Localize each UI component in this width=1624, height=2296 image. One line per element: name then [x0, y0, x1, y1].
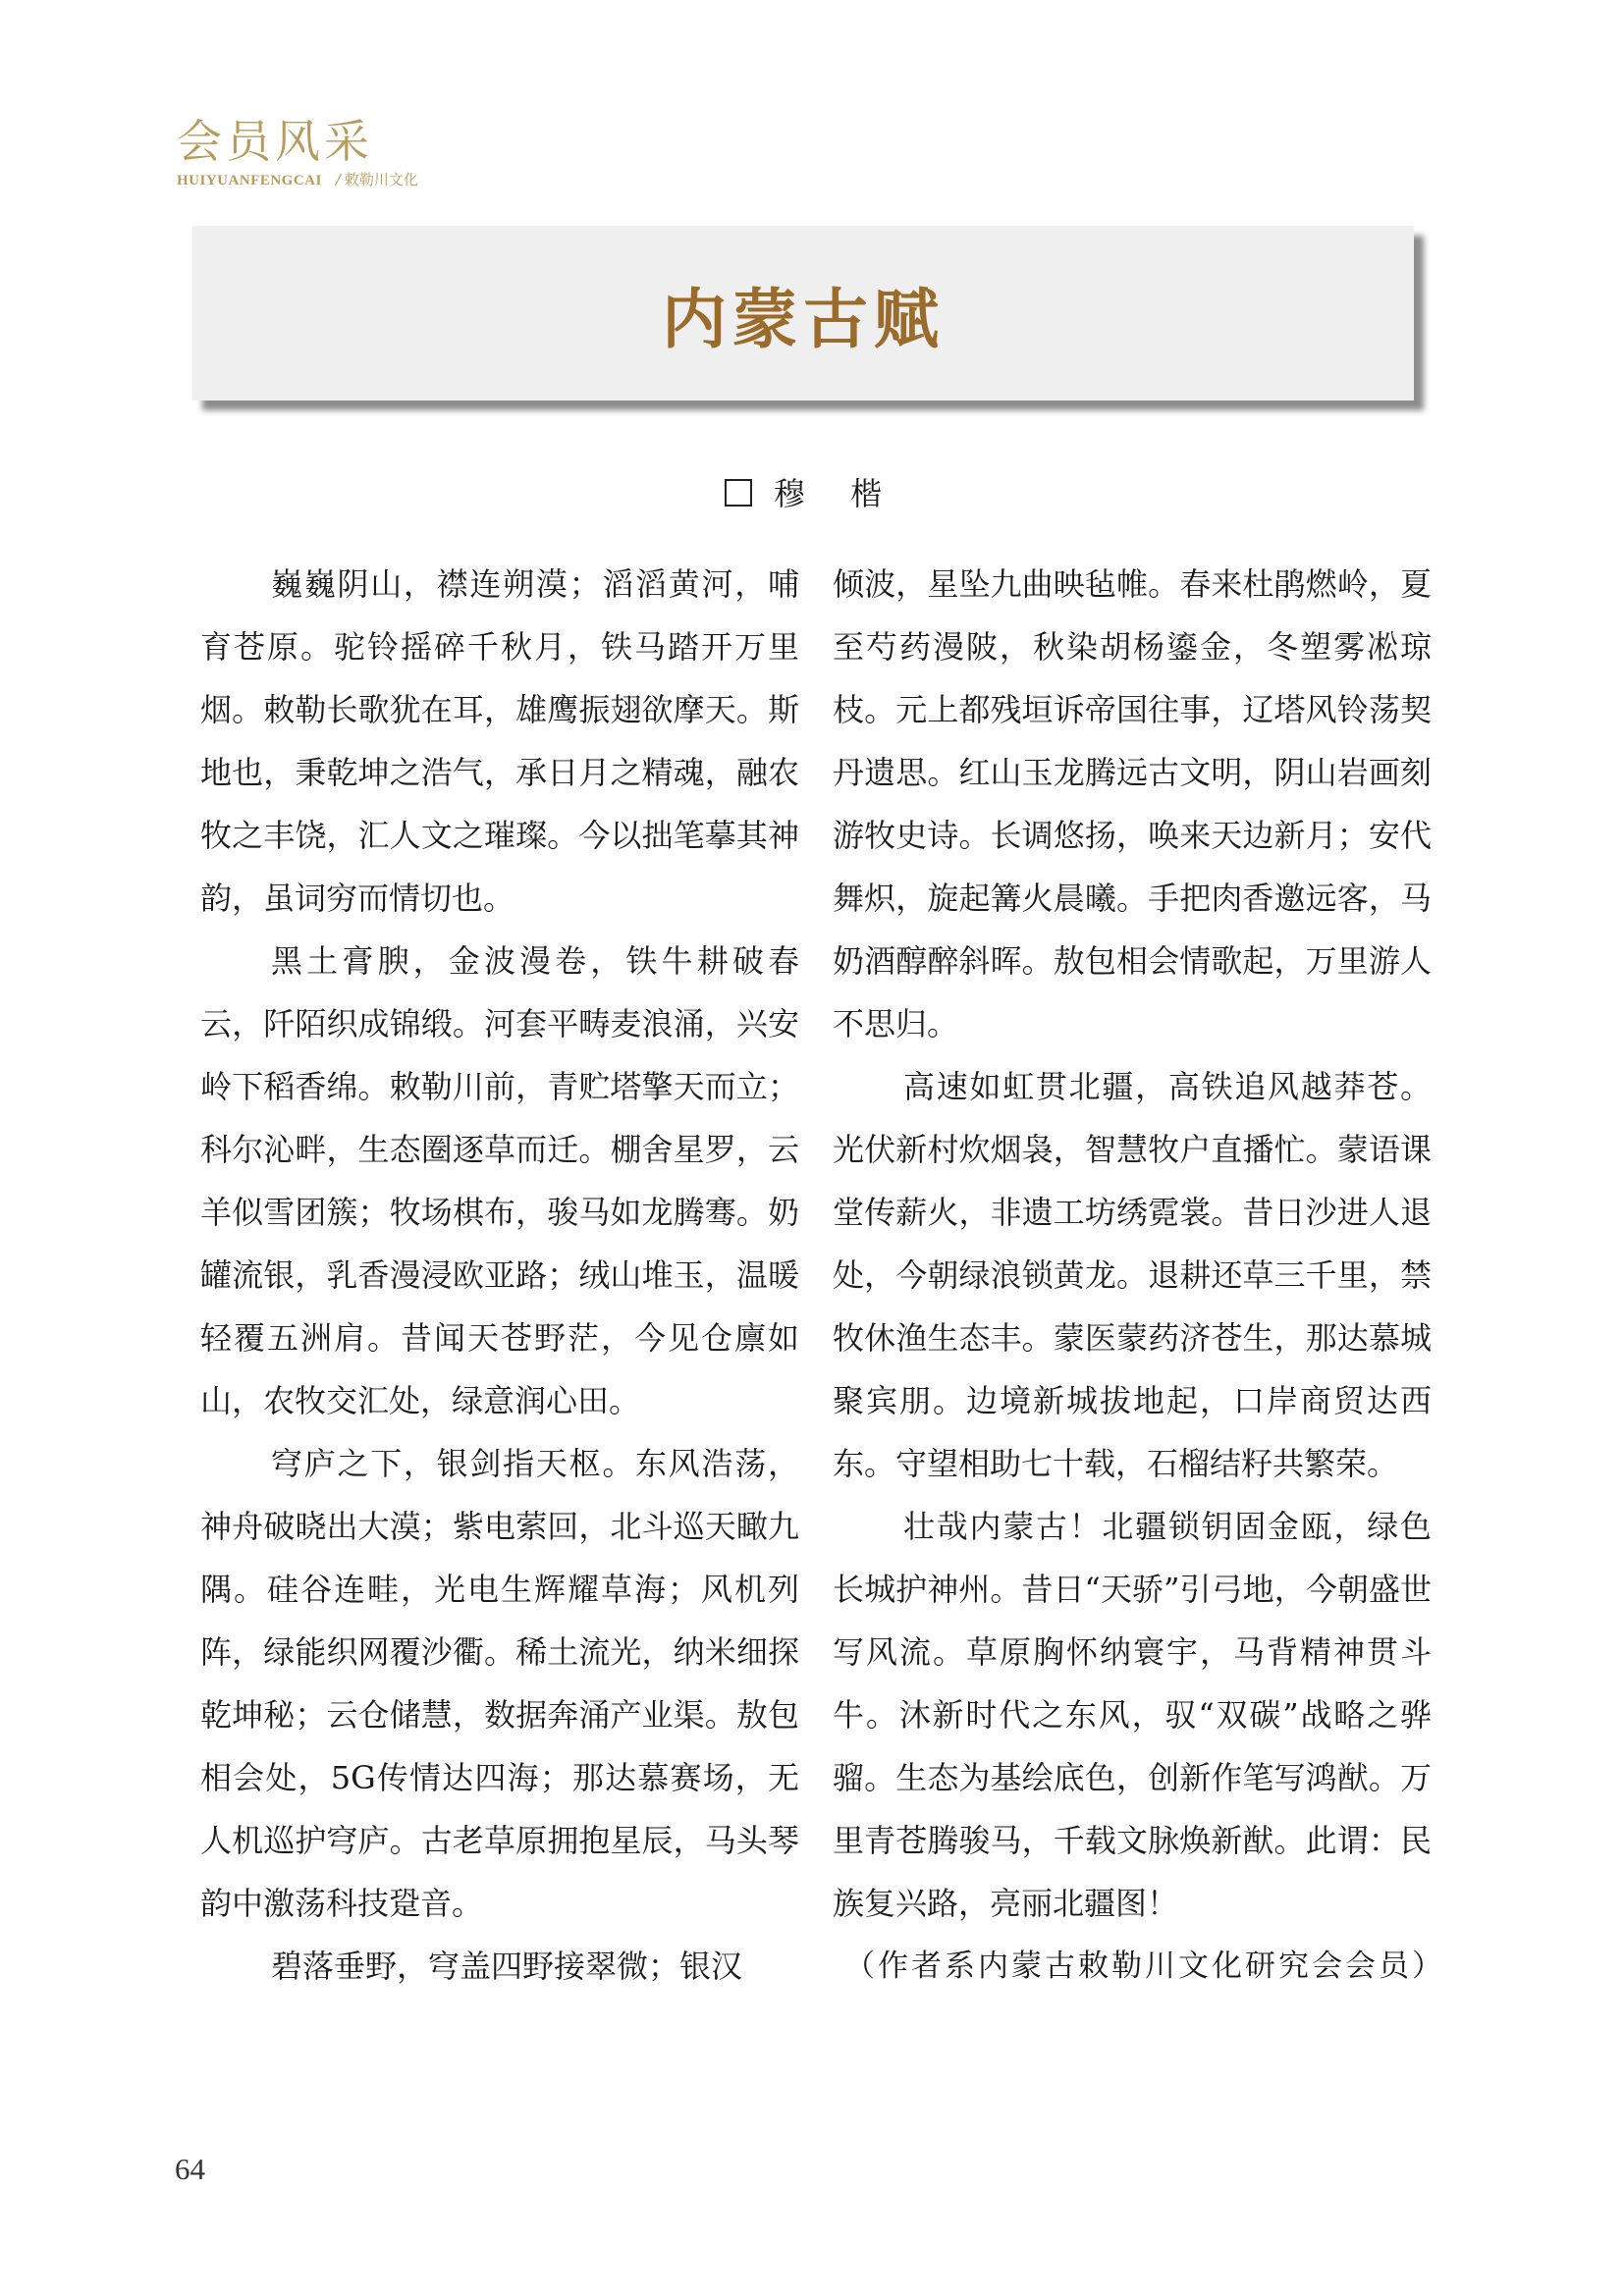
author-name: 穆 楷: [773, 475, 900, 512]
paragraph: 黑土膏腴，金波漫卷，铁牛耕破春云，阡陌织成锦缎。河套平畴麦浪涌，兴安岭下稻香绵。敕勒川前，青贮塔擎天而立；科尔沁畔，生态圈逐草而迁。棚舍星罗，云羊似雪团簇；牧场棋布，骏马如龙腾骞。奶罐流银，乳香漫浸欧亚路；绒山堆玉，温暖轻覆五洲肩。昔闻天苍野茫，今见仓廪如山，农牧交汇处，绿意润心田。: [200, 942, 799, 1419]
square-icon: [725, 479, 752, 507]
paragraph: 壮哉内蒙古！北疆锁钥固金瓯，绿色长城护神州。昔日“天骄”引弓地，今朝盛世写风流。草原胸怀纳寰宇，马背精神贯斗牛。沐新时代之东风，驭“双碳”战略之骅骝。生态为基绘底色，创新作笔写鸿猷。万里青苍腾骏马，千载文脉焕新猷。此谓：民族复兴路，亮丽北疆图！: [833, 1508, 1432, 1922]
paragraph: 碧落垂野，穹盖四野接翠微；银汉: [271, 1948, 743, 1985]
page-number: 64: [175, 2152, 205, 2186]
slash-divider: /: [335, 171, 341, 188]
section-header: [177, 116, 418, 189]
right-column: [833, 553, 1445, 1998]
section-subtitle-en: HUIYUANFENGCAI: [177, 173, 322, 188]
section-title: 会员风采: [177, 115, 373, 168]
paragraph: 穹庐之下，银剑指天枢。东风浩荡，神舟破晓出大漠；紫电萦回，北斗巡天瞰九隅。硅谷连畦，光电生辉耀草海；风机列阵，绿能织网覆沙衢。稀土流光，纳米细探乾坤秘；云仓储慧，数据奔涌产业渠。敖包相会处，5G传情达四海；那达慕赛场，无人机巡护穹庐。古老草原拥抱星辰，马头琴韵中激荡科技跫音。: [200, 1445, 799, 1922]
paragraph-continued: 倾波，星坠九曲映毡帷。春来杜鹃燃岭，夏至芍药漫陂，秋染胡杨鎏金，冬塑雾凇琼枝。元上都残垣诉帝国往事，辽塔风铃荡契丹遗思。红山玉龙腾远古文明，阴山岩画刻游牧史诗。长调悠扬，唤来天边新月；安代舞炽，旋起篝火晨曦。手把肉香邀远客，马奶酒醇醉斜晖。敖包相会情歌起，万里游人不思归。: [833, 565, 1432, 1042]
author-note: （作者系内蒙古敕勒川文化研究会会员）: [844, 1949, 1445, 1984]
left-column: [200, 553, 799, 1998]
paragraph: 高速如虹贯北疆，高铁追风越莽苍。光伏新村炊烟袅，智慧牧户直播忙。蒙语课堂传薪火，非遗工坊绣霓裳。昔日沙进人退处，今朝绿浪锁黄龙。退耕还草三千里，禁牧休渔生态丰。蒙医蒙药济苍生，那达慕城聚宾朋。边境新城拔地起，口岸商贸达西东。守望相助七十载，石榴结籽共繁荣。: [833, 1068, 1432, 1482]
article-title: 内蒙古赋: [662, 281, 945, 357]
section-subtitle: [177, 171, 418, 189]
section-subtitle-cn: 敕勒川文化: [344, 171, 418, 188]
author-byline: [0, 469, 1624, 514]
article-title-box: [192, 226, 1414, 400]
paragraph: 巍巍阴山，襟连朔漠；滔滔黄河，哺育苍原。驼铃摇碎千秋月，铁马踏开万里烟。敕勒长歌犹在耳，雄鹰振翅欲摩天。斯地也，秉乾坤之浩气，承日月之精魂，融农牧之丰饶，汇人文之璀璨。今以拙笔摹其神韵，虽词穷而情切也。: [200, 565, 799, 917]
